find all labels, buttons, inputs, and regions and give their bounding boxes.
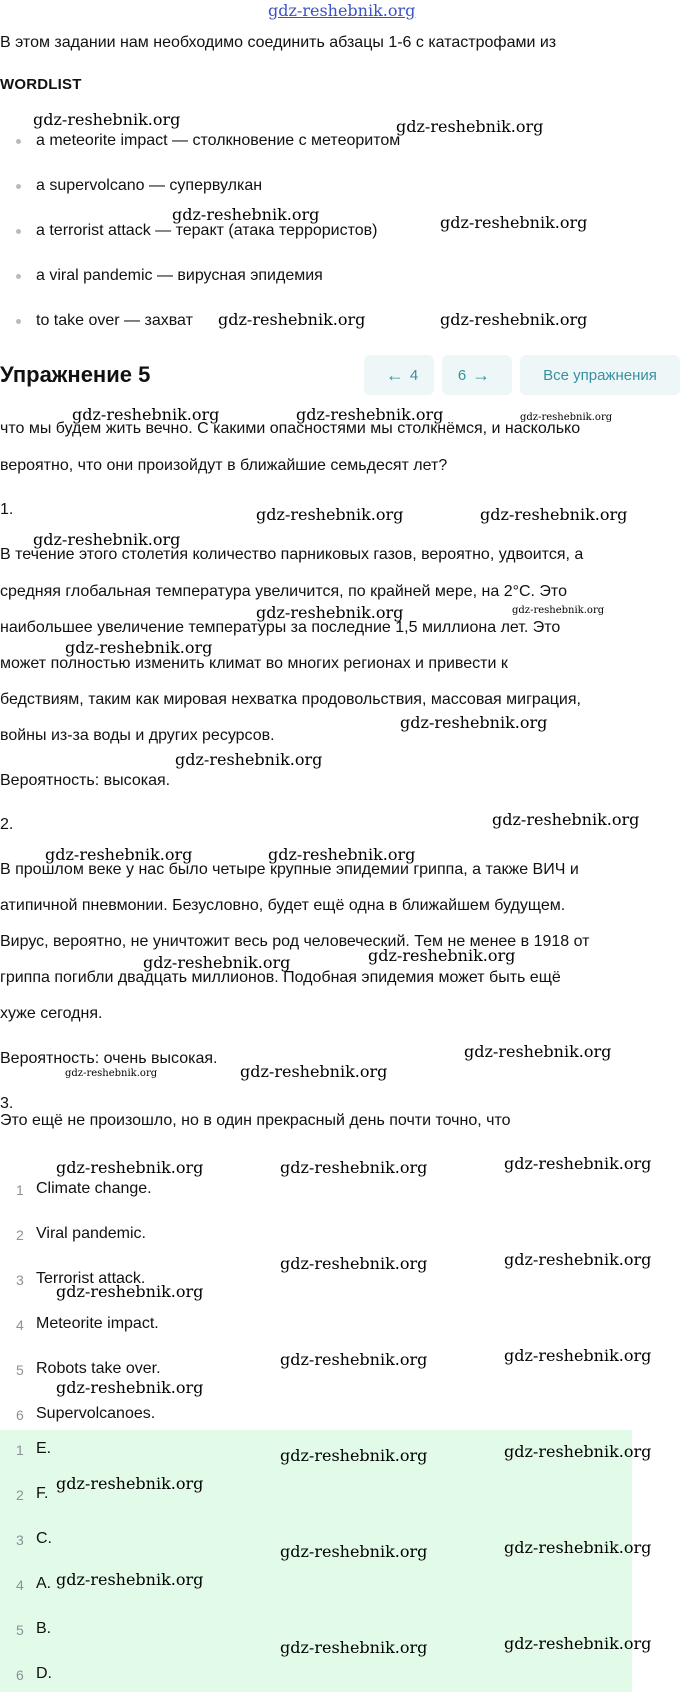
bullet-dot bbox=[16, 139, 21, 144]
answer-number: 2 bbox=[16, 1487, 24, 1503]
watermark: gdz-reshebnik.org bbox=[512, 605, 605, 616]
next-exercise-label: 6 bbox=[457, 366, 467, 384]
answer-number: 5 bbox=[16, 1622, 24, 1638]
paragraph-line: В течение этого столетия количество парниковых газов, вероятно, удвоится, а bbox=[0, 546, 584, 563]
watermark: gdz-reshebnik.org bbox=[268, 845, 416, 864]
watermark: gdz-reshebnik.org bbox=[56, 1570, 204, 1589]
list-item: Climate change. bbox=[36, 1180, 152, 1197]
wordlist-item: a terrorist attack — теракт (атака террористов) bbox=[36, 222, 378, 239]
bullet-dot bbox=[16, 184, 21, 189]
watermark: gdz-reshebnik.org bbox=[504, 1250, 652, 1269]
wordlist-item: to take over — захват bbox=[36, 312, 193, 329]
answer-number: 4 bbox=[16, 1577, 24, 1593]
watermark: gdz-reshebnik.org bbox=[440, 310, 588, 329]
paragraph-number: 3. bbox=[0, 1095, 14, 1112]
paragraph-line: войны из-за воды и других ресурсов. bbox=[0, 727, 275, 744]
watermark: gdz-reshebnik.org bbox=[492, 810, 640, 829]
list-number: 1 bbox=[16, 1182, 24, 1198]
watermark: gdz-reshebnik.org bbox=[504, 1346, 652, 1365]
watermark: gdz-reshebnik.org bbox=[56, 1158, 204, 1177]
exercise-title: Упражнение 5 bbox=[0, 362, 151, 387]
watermark: gdz-reshebnik.org bbox=[400, 713, 548, 732]
watermark: gdz-reshebnik.org bbox=[368, 946, 516, 965]
watermark: gdz-reshebnik.org bbox=[280, 1158, 428, 1177]
watermark: gdz-reshebnik.org bbox=[240, 1062, 388, 1081]
answer-number: 1 bbox=[16, 1442, 24, 1458]
paragraph-line: хуже сегодня. bbox=[0, 1005, 103, 1022]
prev-exercise-label: 4 bbox=[409, 366, 419, 384]
watermark: gdz-reshebnik.org bbox=[296, 405, 444, 424]
watermark: gdz-reshebnik.org bbox=[504, 1538, 652, 1557]
watermark: gdz-reshebnik.org bbox=[65, 638, 213, 657]
watermark: gdz-reshebnik.org bbox=[256, 505, 404, 524]
wordlist-heading: WORDLIST bbox=[0, 76, 82, 93]
answer-item: C. bbox=[36, 1530, 52, 1547]
watermark: gdz-reshebnik.org bbox=[480, 505, 628, 524]
watermark: gdz-reshebnik.org bbox=[280, 1542, 428, 1561]
bullet-dot bbox=[16, 319, 21, 324]
wordlist-item: a supervolcano — супервулкан bbox=[36, 177, 263, 194]
paragraph-line: наибольшее увеличение температуры за последние 1,5 миллиона лет. Это bbox=[0, 619, 561, 636]
prev-exercise-button[interactable] bbox=[364, 355, 434, 395]
list-number: 4 bbox=[16, 1317, 24, 1333]
list-item: Terrorist attack. bbox=[36, 1270, 146, 1287]
bullet-dot bbox=[16, 229, 21, 234]
paragraph-line: может полностью изменить климат во многих регионах и привести к bbox=[0, 655, 508, 672]
list-item: Viral pandemic. bbox=[36, 1225, 146, 1242]
watermark: gdz-reshebnik.org bbox=[280, 1446, 428, 1465]
answer-item: B. bbox=[36, 1620, 52, 1637]
lead-line: вероятно, что они произойдут в ближайшие семьдесят лет? bbox=[0, 457, 448, 474]
watermark: gdz-reshebnik.org bbox=[504, 1442, 652, 1461]
watermark: gdz-reshebnik.org bbox=[280, 1638, 428, 1657]
intro-text: В этом задании нам необходимо соединить абзацы 1-6 с катастрофами из bbox=[0, 34, 557, 51]
paragraph-line: Вирус, вероятно, не уничтожит весь род человеческий. Тем не менее в 1918 от bbox=[0, 933, 590, 950]
watermark: gdz-reshebnik.org bbox=[256, 603, 404, 622]
watermark: gdz-reshebnik.org bbox=[65, 1068, 158, 1079]
answer-item: E. bbox=[36, 1440, 52, 1457]
answer-item: A. bbox=[36, 1575, 52, 1592]
paragraph-number: 2. bbox=[0, 816, 14, 833]
watermark: gdz-reshebnik.org bbox=[56, 1282, 204, 1301]
watermark-top-link[interactable]: gdz-reshebnik.org bbox=[268, 1, 416, 20]
arrow-right-icon: → bbox=[472, 364, 491, 385]
wordlist-item: a viral pandemic — вирусная эпидемия bbox=[36, 267, 323, 284]
watermark: gdz-reshebnik.org bbox=[33, 110, 181, 129]
watermark: gdz-reshebnik.org bbox=[504, 1154, 652, 1173]
paragraph-line: Это ещё не произошло, но в один прекрасный день почти точно, что bbox=[0, 1112, 511, 1129]
answer-item: F. bbox=[36, 1485, 49, 1502]
watermark: gdz-reshebnik.org bbox=[56, 1474, 204, 1493]
paragraph-line: гриппа погибли двадцать миллионов. Подобная эпидемия может быть ещё bbox=[0, 969, 561, 986]
paragraph-line: бедствиям, таким как мировая нехватка продовольствия, массовая миграция, bbox=[0, 691, 581, 708]
list-item: Supervolcanoes. bbox=[36, 1405, 156, 1422]
paragraph-line: средняя глобальная температура увеличится, по крайней мере, на 2°С. Это bbox=[0, 583, 567, 600]
paragraph-line: В прошлом веке у нас было четыре крупные эпидемии гриппа, а также ВИЧ и bbox=[0, 861, 579, 878]
watermark: gdz-reshebnik.org bbox=[143, 953, 291, 972]
next-exercise-button[interactable] bbox=[442, 355, 512, 395]
paragraph-number: 1. bbox=[0, 501, 14, 518]
probability-text: Вероятность: очень высокая. bbox=[0, 1050, 218, 1067]
list-number: 3 bbox=[16, 1272, 24, 1288]
arrow-left-icon: ← bbox=[385, 364, 404, 385]
watermark: gdz-reshebnik.org bbox=[45, 845, 193, 864]
list-number: 5 bbox=[16, 1362, 24, 1378]
watermark: gdz-reshebnik.org bbox=[72, 405, 220, 424]
bullet-dot bbox=[16, 274, 21, 279]
watermark: gdz-reshebnik.org bbox=[396, 117, 544, 136]
watermark: gdz-reshebnik.org bbox=[56, 1378, 204, 1397]
answer-item: D. bbox=[36, 1665, 52, 1682]
wordlist-item: a meteorite impact — столкновение с метеоритом bbox=[36, 132, 401, 149]
watermark: gdz-reshebnik.org bbox=[440, 213, 588, 232]
watermark: gdz-reshebnik.org bbox=[280, 1254, 428, 1273]
list-number: 6 bbox=[16, 1407, 24, 1423]
lead-line: что мы будем жить вечно. С какими опасностями мы столкнёмся, и насколько bbox=[0, 420, 581, 437]
watermark: gdz-reshebnik.org bbox=[175, 750, 323, 769]
watermark: gdz-reshebnik.org bbox=[504, 1634, 652, 1653]
list-item: Meteorite impact. bbox=[36, 1315, 159, 1332]
list-number: 2 bbox=[16, 1227, 24, 1243]
watermark: gdz-reshebnik.org bbox=[280, 1350, 428, 1369]
probability-text: Вероятность: высокая. bbox=[0, 772, 171, 789]
watermark: gdz-reshebnik.org bbox=[464, 1042, 612, 1061]
watermark: gdz-reshebnik.org bbox=[520, 412, 613, 423]
all-exercises-button[interactable]: Все упражнения bbox=[520, 355, 680, 395]
paragraph-line: атипичной пневмонии. Безусловно, будет ещё одна в ближайшем будущем. bbox=[0, 897, 566, 914]
list-item: Robots take over. bbox=[36, 1360, 161, 1377]
watermark: gdz-reshebnik.org bbox=[33, 530, 181, 549]
watermark: gdz-reshebnik.org bbox=[218, 310, 366, 329]
answer-number: 3 bbox=[16, 1532, 24, 1548]
watermark: gdz-reshebnik.org bbox=[172, 205, 320, 224]
answer-number: 6 bbox=[16, 1667, 24, 1683]
